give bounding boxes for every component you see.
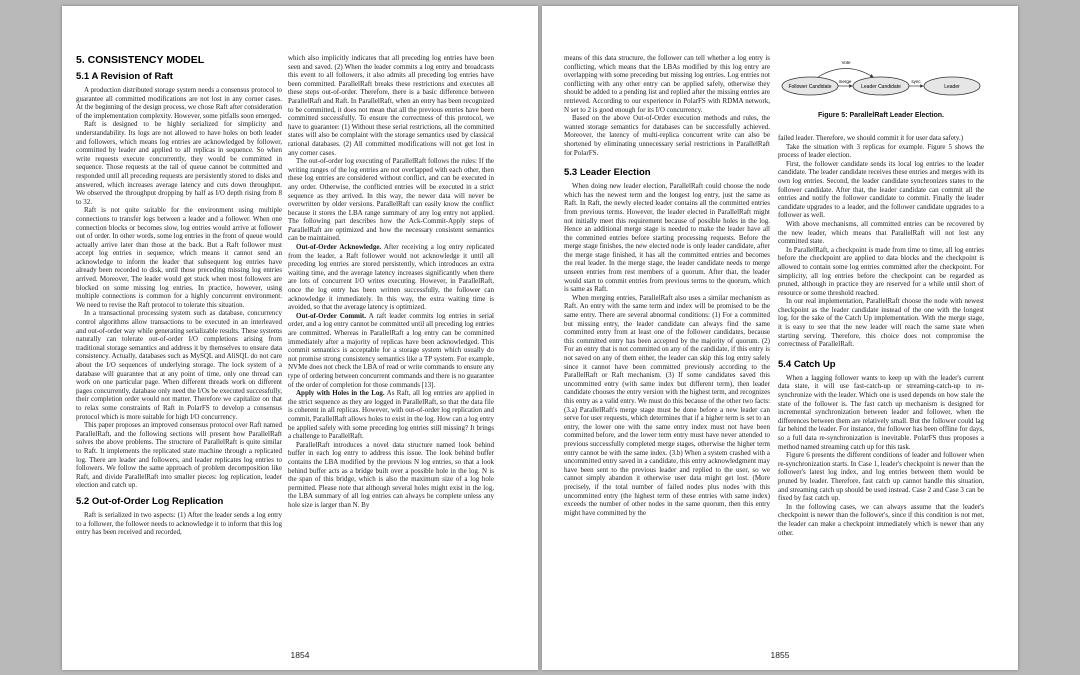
left-column-2 (288, 54, 494, 626)
leader-election-diagram (778, 54, 984, 106)
paragraph: In a transactional processing system such as database, concurrency control algorithms allow transactions to be executed in an interleaved and out-of-order way while generating serializable results. These systems naturally can tolerate out-of-order I/O completions arising from traditional storage semantics and address it by themselves to ensure data consistency. Actually, databases such as MySQL and AliSQL do not care about the I/O sequences of underlying storage. The lock system of a database will guarantee that at any point of time, only one thread can work on one particular page. When different threads work on different pages concurrently, database only need the I/Os be executed successfully, their completion order would not matter. Therefore we capitalize on that to relax some constraints of Raft in PolarFS to develop a consensus protocol which is more suitable for high I/O concurrency. (76, 309, 282, 421)
paragraph: means of this data structure, the follower can tell whether a log entry is conflicting, which means that the LBAs modified by this log entry are overlapping with some preceding but missing log entries. Log entries not conflicting with any other entry can be applied safely, otherwise they should be added to a pending list and replied after the missing entries are retrieved. According to our experience in PolarFS with RDMA network, N set to 2 is good enough for its I/O concurrency. (564, 54, 770, 114)
runin-heading: Apply with Holes in the Log. (296, 389, 385, 398)
right-page (542, 6, 1018, 670)
paragraph: Based on the above Out-of-Order execution methods and rules, the wanted storage semantics for databases can be successfully achieved. Moreover, the latency of multi-replica concurrent write can also be shortened by eliminating unnecessary serial restrictions in ParallelRaft for PolarFS. (564, 114, 770, 157)
paragraph: First, the follower candidate sends its local log entries to the leader candidate. The leader candidate receives these entries and merges with its own log entries. Second, the leader candidate synchronizes states to the follower candidate. After that, the leader candidate can commit all the entries and notify the follower candidate to commit. Finally the leader candidate upgrades to a leader, and the follower candidate upgrades to a follower as well. (778, 159, 984, 220)
edge-label: sync (911, 79, 921, 84)
paragraph: When merging entries, ParallelRaft also uses a similar mechanism as Raft. An entry with the same term and index will be promised to be the same entry. There are several abnormal conditions: (1) For a committed but missing entry, the leader candidate can always find the same committed entry from at least one of the follower candidates, because this committed entry has been accepted by the majority of quorum. (2) For an entry that is not committed on any of the candidate, if this entry is not saved on any of them either, the leader can skip this log entry safely since it cannot have been committed previously according to the ParallelRaft or Raft mechanism. (3) If some candidates saved this uncommitted entry (with same index but different term), then leader candidate chooses the entry version with the highest term, and recognizes this entry as a valid entry. We must do this because of the other two facts: (3.a) ParallelRaft's merge stage must be done before a new leader can serve for user requests, which determines that if a higher term is set to an entry, the lower one with the same entry index must not have been committed before, and the lower term entry must have never attended to previous successfully completed merge stages, otherwise the higher term entry cannot be with the same index. (3.b) When a system crashed with a uncommitted entry saved in a candidate, this entry acknowledgment may have been sent to the previous leader and replied to the user, so we cannot simply abandon it otherwise user data might get lost. (More precisely, if the total number of failed nodes plus nodes with this uncommitted entry (the highest term of these entries with same index) exceeds the number of other nodes in the same quorum, then this entry might have committed by the (564, 293, 770, 517)
node-label: Leader Candidate (861, 84, 901, 90)
subsection-title-catch-up: 5.4 Catch Up (778, 358, 836, 370)
paragraph: In our real implementation, ParallelRaft choose the node with newest checkpoint as the leader candidate instead of the one with the longest log, for the sake of the Catch Up implementation. With the merge stage, it is easy to see that the new leader will reach the same state when starting serving. Therefore, this choice does not compromise the correctness of ParallelRaft. (778, 297, 984, 349)
node-label: Follower Candidate (788, 84, 832, 90)
subsection-title-revision: 5.1 A Revision of Raft (76, 71, 173, 82)
paragraph: Raft is designed to be highly serialized for simplicity and understandability. Its logs are not allowed to have holes on both leader and followers, which means log entries are acknowledged by follower, committed by leader and applied to all replicas in sequence. So when write requests execute concurrently, they would be committed in sequence. Those requests at the tail of queue cannot be committed and responded until all preceding requests are persistently stored to disks and answered, which increases average latency and cuts down throughput. We observed the throughput dropping by half as I/O depth rising from 8 to 32. (76, 120, 282, 206)
paragraph: In the following cases, we can always assume that the leader's checkpoint is newer than the follower's, since if this condition is not met, the leader can make a checkpoint immediately which is newer than any other. (778, 502, 984, 537)
runin-heading: Out-of-Order Commit. (296, 311, 367, 320)
left-column-1 (76, 54, 282, 626)
paragraph: failed leader. Therefore, we should commit it for user data safety.) (778, 134, 964, 142)
edge-arrow (818, 69, 873, 78)
runin-heading: Out-of-Order Acknowledge. (296, 243, 382, 252)
paragraph: Raft is not quite suitable for the environment using multiple connections to transfer logs between a leader and a follower. When one connection blocks or becomes slow, log entries would arrive at follower out of order. In other words, some log entries in the front of queue would actually arrive later than those at the back. But a Raft follower must accept log entries in sequence, which means it cannot send an acknowledge to inform the leader that subsequent log entries have already been recorded to disk, until those preceding missing log entries arrived. Moreover, The leader would get stuck when most followers are blocked on some missing log entries. In practice, however, using multiple connections is common for a highly concurrent environment. We need to revise the Raft protocol to tolerate this situation. (76, 206, 282, 309)
figure-caption: Figure 5: ParallelRaft Leader Election. (817, 112, 945, 119)
paragraph: Take the situation with 3 replicas for example. Figure 5 shows the process of leader election. (778, 142, 984, 160)
edge-label: merge (838, 79, 852, 84)
right-column-1 (564, 54, 770, 626)
paragraph: When a lagging follower wants to keep up with the leader's current data state, it will use fast-catch-up or streaming-catch-up to re-synchronize with the leader. Which one is used depends on how stale the state of the follower is. The fast catch up mechanism is designed for incremental synchronization between leader and follower, when the differences between them are relatively small. But the follower could lag far behind the leader. For instance, the follower has been offline for days, so a full data re-synchronization is inevitable. PolarFS thus proposes a method named streaming catch up for this task. (778, 373, 984, 451)
paragraph-text: As Raft, all log entries are applied in the strict sequence as they are logged in ParallelRaft, so that the data file is coherent in all replicas. However, with out-of-order log replication and commit, ParallelRaft allows holes to exist in the log. How can a log entry be applied safely with some preceding log entries still missing? It brings a challenge to ParallelRaft. (288, 389, 494, 441)
paragraph: Figure 6 presents the different conditions of leader and follower when re-synchronization starts. In Case 1, leader's checkpoint is newer than the follower's latest log index, and log entries between them would be pruned by leader. Therefore, fast catch up cannot handle this situation, and streaming catch up should be used instead. Case 2 and Case 3 can be fixed by fast catch up. (778, 451, 984, 503)
paragraph: A production distributed storage system needs a consensus protocol to guarantee all committed modifications are not lost in any corner cases. At the beginning of the design process, we chose Raft after consideration of the implementation complexity. However, some pitfalls soon emerged. (76, 86, 282, 120)
paragraph-text: After receiving a log entry replicated from the leader, a Raft follower would not acknowledge it until all preceding log entries are stored persistently, which introduces an extra waiting time, and the average latency increases significantly when there are lots of concurrent I/O writes executing. However, in ParallelRaft, once the log entry has been written successfully, the follower can acknowledge it immediately. In this way, the extra waiting time is avoided, so that the average latency is optimized. (288, 243, 494, 312)
paragraph: which also implicitly indicates that all preceding log entries have been seen and saved. (2) When the leader commits a log entry and broadcasts this event to all followers, it also admits all preceding log entries have been committed. ParallelRaft breaks these restrictions and executes all these steps out-of-order. Therefore, there is a basic difference between ParallelRaft and Raft. In ParallelRaft, when an entry has been recognized to be committed, it does not mean that all the previous entries have been committed successfully. To ensure the correctness of this protocol, we have to guarantee: (1) Without these serial restrictions, all the committed states will also be complaint with the storage semantics used by classical rational databases. (2) All committed modifications will not get lost in any corner cases. (288, 54, 494, 157)
edge-label: Vote (841, 60, 851, 65)
left-page (62, 6, 538, 670)
paragraph-commit (288, 312, 494, 389)
paragraph-holes (288, 389, 494, 441)
paragraph: The out-of-order log executing of ParallelRaft follows the rules: If the writing ranges of the log entries are not overlapped with each other, then these log entries are considered without conflict, and can be executed in any order. Otherwise, the conflicted entries will be executed in a strict sequence as they arrived. In this way, the newer data will never be overwritten by older versions. ParallelRaft can easily know the conflict because it stores the LBA range summary of any log entry not applied. The following part describes how the Ack-Commit-Apply steps of ParallelRaft are optimized and how the necessary consistent semantics can be maintained. (288, 157, 494, 243)
right-column-2 (778, 134, 984, 626)
paragraph: ParallelRaft introduces a novel data structure named look behind buffer in each log entry to address this issue. The look behind buffer contains the LBA modified by the previous N log entries, so that a look behind buffer acts as a bridge built over a possible hole in the log. N is the span of this bridge, which is also the maximum size of a log hole permitted. Please note that although several holes might exist in the log, the LBA summary of all log entries can always be complete unless any hole size is larger than N. By (288, 440, 494, 509)
paragraph: In ParallelRaft, a checkpoint is made from time to time, all log entries before the checkpoint are applied to data blocks and the checkpoint is allowed to contain some log entries committed after the checkpoint. For simplicity, all log entries before the checkpoint can be regarded as pruned, although in practice they are reserved for a while until short of resource or some threshold reached. (778, 245, 984, 297)
paragraph: Raft is serialized in two aspects: (1) After the leader sends a log entry to a follower, the follower needs to acknowledge it to inform that this log entry has been received and recorded, (76, 510, 282, 537)
figure-leader-election (778, 54, 984, 124)
page-number: 1854 (290, 650, 310, 660)
section-title: 5. CONSISTENCY MODEL (76, 54, 205, 66)
subsection-title-leader-election: 5.3 Leader Election (564, 167, 651, 179)
paragraph: With above mechanisms, all committed entries can be recovered by the new leader, which means that ParallelRaft will not lost any committed state. (778, 219, 984, 246)
page-number: 1855 (770, 650, 790, 660)
paragraph-text: A raft leader commits log entries in serial order, and a log entry cannot be committed until all preceding log entries are committed. Whereas in ParallelRaft a log entry can be committed immediately after a majority of replicas have been acknowledged. This commit semantics is acceptable for a storage system which usually do not promise strong consistency semantics like a TP system. For example, NVMe does not check the LBA of read or write commands to ensure any type of ordering between concurrent commands and there is no guarantee of the order of completion for those commands [13]. (288, 311, 494, 389)
subsection-title-out-of-order: 5.2 Out-of-Order Log Replication (76, 495, 224, 507)
paragraph: When doing new leader election, ParallelRaft could choose the node which has the newest term and the longest log entry, just the same as Raft. In Raft, the newly elected leader contains all the committed entries from previous terms. However, the leader elected in ParallelRaft might not initially meet this requirement because of possible holes in the log. Hence an additional merge stage is needed to make the leader have all the committed entries before starting processing requests. Before the merge stage finishes, the new elected node is only leader candidate, after the merge stage finished, it has all the committed entries and becomes the real leader. In the merge stage, the leader candidate needs to merge unseen entries from rest members of a quorum. After that, the leader would start to commit entries from previous terms to the quorum, which is same as Raft. (564, 182, 770, 294)
paragraph-ack (288, 243, 494, 312)
node-label: Leader (944, 84, 960, 90)
paragraph: This paper proposes an improved consensus protocol over Raft named ParallelRaft, and the following sections will present how ParallelRaft solves the above problems. The structure of ParallelRaft is quite similar to Raft. It implements the replicated state machine through a replicated log. There are leader and followers, and leader replicates log entries to followers. We follow the same approach of problem decomposition like Raft, and divide ParallelRaft into smaller pieces: log replication, leader election and catch up. (76, 421, 282, 490)
